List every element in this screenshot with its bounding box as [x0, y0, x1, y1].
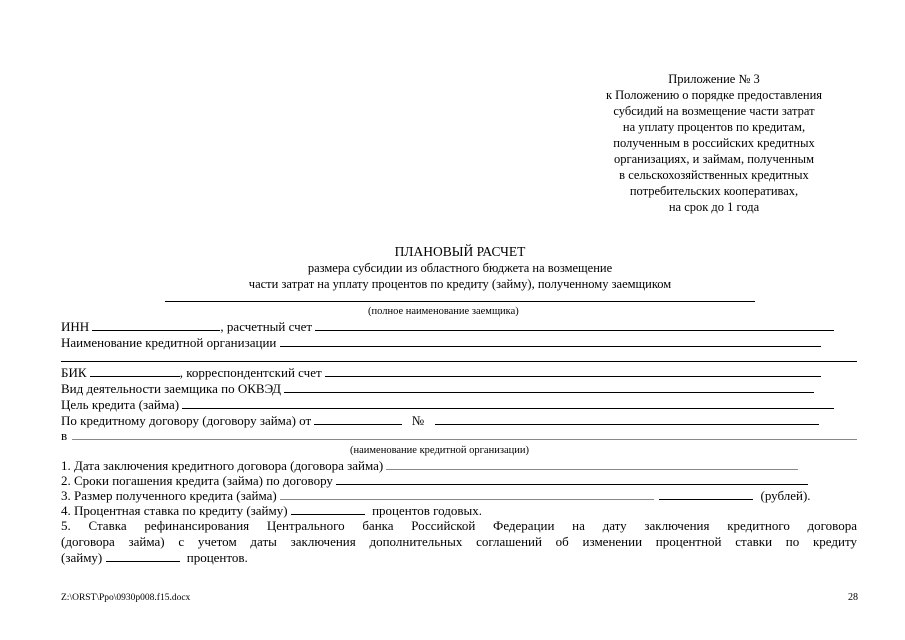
borrower-name-line[interactable] [165, 301, 755, 302]
appendix-line: Приложение № 3 [668, 72, 760, 86]
purpose-row [61, 397, 834, 413]
appendix-line: в сельскохозяйственных кредитных [619, 168, 809, 182]
item-5-line-2: (договора займа) с учетом даты заключения дополнительных соглашений об изменении процентной ставки по кредиту [61, 534, 857, 549]
bik-row [61, 365, 821, 381]
bik-field[interactable] [90, 365, 180, 377]
bank-field[interactable] [280, 335, 821, 347]
item-3-row [61, 488, 811, 504]
item-2-row [61, 473, 808, 489]
title-main: ПЛАНОВЫЙ РАСЧЕТ [394, 244, 526, 259]
item-3-label: 3. Размер полученного кредита (займа) [61, 488, 277, 503]
item-5-line-3 [61, 550, 248, 566]
item-2-field[interactable] [336, 473, 808, 485]
inn-row [61, 319, 834, 335]
item-2-label: 2. Сроки погашения кредита (займа) по договору [61, 473, 333, 488]
contract-row [61, 413, 819, 429]
bik-label: БИК [61, 365, 87, 380]
appendix-line: потребительских кооперативах, [629, 184, 799, 198]
account-label: , расчетный счет [220, 319, 313, 334]
in-label: в [61, 428, 68, 443]
contract-number-sign: № [411, 413, 425, 428]
appendix-line: к Положению о порядке предоставления [605, 88, 823, 102]
item-4-row [61, 503, 482, 519]
bank-field-continuation[interactable] [61, 361, 857, 362]
contract-label: По кредитному договору (договору займа) от [61, 413, 312, 428]
item-1-field[interactable] [386, 458, 798, 470]
footer-file-path: Z:\ORST\Ppo\0930p008.f15.docx [61, 593, 191, 603]
bank-name-caption: (наименование кредитной организации) [350, 445, 529, 456]
bank-label: Наименование кредитной организации [61, 335, 277, 350]
contract-date-field[interactable] [314, 413, 402, 425]
title-line-3: части затрат на уплату процентов по кредиту (займу), полученному заемщиком [248, 277, 672, 291]
item-5-label: (займу) [61, 550, 103, 565]
item-5-field[interactable] [106, 550, 180, 562]
appendix-line: на уплату процентов по кредитам, [622, 120, 806, 134]
corr-account-label: , корреспондентский счет [179, 365, 322, 380]
okved-field[interactable] [284, 381, 814, 393]
item-3-field[interactable] [280, 488, 654, 500]
title-line-2: размера субсидии из областного бюджета на возмещение [307, 261, 613, 275]
purpose-field-extra[interactable] [746, 397, 834, 409]
account-field[interactable] [315, 319, 834, 331]
item-3-amount-field[interactable] [659, 488, 753, 500]
item-4-field[interactable] [291, 503, 365, 515]
item-3-unit: (рублей). [760, 488, 811, 503]
bank-row [61, 335, 821, 351]
appendix-line: на срок до 1 года [668, 200, 760, 214]
document-title [60, 244, 860, 292]
item-1-row [61, 458, 798, 474]
item-1-label: 1. Дата заключения кредитного договора (договора займа) [61, 458, 384, 473]
okved-label: Вид деятельности заемщика по ОКВЭД [61, 381, 281, 396]
item-5-suffix: процентов. [186, 550, 248, 565]
purpose-label: Цель кредита (займа) [61, 397, 180, 412]
appendix-header [583, 71, 845, 215]
item-4-suffix: процентов годовых. [372, 503, 482, 518]
item-5-line-1: 5. Ставка рефинансирования Центрального банка Российской Федерации на дату заключения кредитного договора [61, 518, 857, 533]
corr-account-field[interactable] [325, 365, 821, 377]
appendix-line: организациях, и займам, полученным [614, 152, 814, 166]
item-4-label: 4. Процентная ставка по кредиту (займу) [61, 503, 288, 518]
appendix-line: полученным в российских кредитных [613, 136, 815, 150]
borrower-name-caption: (полное наименование заемщика) [368, 306, 519, 317]
inn-label: ИНН [61, 319, 90, 334]
bank-in-field[interactable] [72, 428, 857, 440]
page-number: 28 [848, 592, 858, 603]
appendix-line: субсидий на возмещение части затрат [613, 104, 815, 118]
inn-field[interactable] [92, 319, 220, 331]
in-row [61, 428, 857, 444]
okved-row [61, 381, 814, 397]
contract-number-field[interactable] [435, 413, 819, 425]
purpose-field[interactable] [182, 397, 746, 409]
